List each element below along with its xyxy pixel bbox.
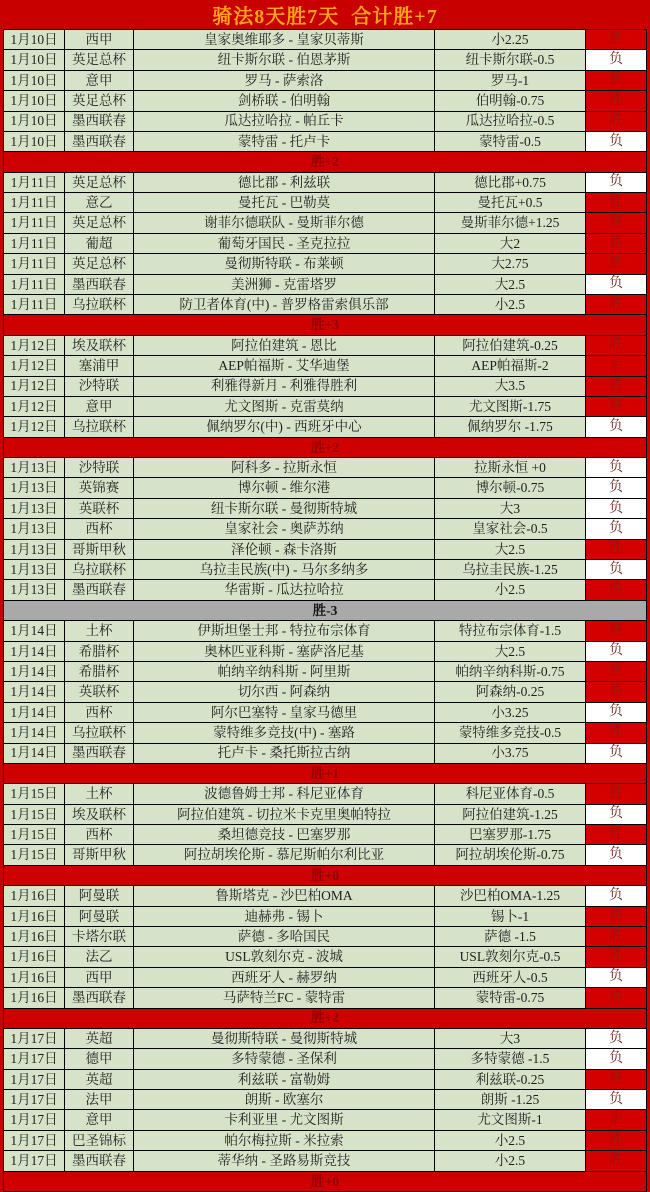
match-cell: 利兹联 - 富勒姆 [134, 1070, 434, 1089]
date-cell: 1月13日 [4, 499, 64, 518]
result-cell: 胜 [586, 927, 646, 946]
result-cell: 胜 [586, 947, 646, 966]
league-cell: 法乙 [65, 947, 133, 966]
match-cell: 谢菲尔德联队 - 曼斯菲尔德 [134, 213, 434, 232]
date-cell: 1月10日 [4, 50, 64, 69]
date-cell: 1月14日 [4, 662, 64, 681]
result-cell: 胜 [586, 662, 646, 681]
result-cell: 负 [586, 458, 646, 477]
handicap-cell: 阿森纳-0.25 [435, 682, 585, 701]
page-title: 骑法8天胜7天 合计胜+7 [0, 0, 650, 29]
handicap-cell: 德比郡+0.75 [435, 173, 585, 192]
date-cell: 1月12日 [4, 397, 64, 416]
result-cell: 胜 [586, 112, 646, 131]
date-cell: 1月17日 [4, 1090, 64, 1109]
result-cell: 负 [586, 560, 646, 579]
league-cell: 阿曼联 [65, 907, 133, 926]
match-cell: 托卢卡 - 桑托斯拉古纳 [134, 744, 434, 763]
league-cell: 希腊杯 [65, 662, 133, 681]
match-cell: 曼彻斯特联 - 曼彻斯特城 [134, 1029, 434, 1048]
handicap-cell: 阿拉伯建筑-1.25 [435, 805, 585, 824]
daily-summary-row: 胜+3 [4, 315, 646, 334]
daily-summary-row: 胜+2 [4, 438, 646, 457]
handicap-cell: 瓜达拉哈拉-0.5 [435, 112, 585, 131]
date-cell: 1月16日 [4, 947, 64, 966]
handicap-cell: 大2.75 [435, 254, 585, 273]
date-cell: 1月16日 [4, 968, 64, 987]
date-cell: 1月11日 [4, 275, 64, 294]
match-cell: 葡萄牙国民 - 圣克拉拉 [134, 234, 434, 253]
handicap-cell: 大3.5 [435, 377, 585, 396]
match-cell: 防卫者体育(中) - 普罗格雷索俱乐部 [134, 295, 434, 314]
handicap-cell: AEP帕福斯-2 [435, 356, 585, 375]
handicap-cell: 纽卡斯尔联-0.5 [435, 50, 585, 69]
league-cell: 英联杯 [65, 499, 133, 518]
handicap-cell: 朗斯 -1.25 [435, 1090, 585, 1109]
handicap-cell: 小3.25 [435, 703, 585, 722]
handicap-cell: 尤文图斯-1 [435, 1110, 585, 1129]
match-cell: 帕尔梅拉斯 - 米拉索 [134, 1131, 434, 1150]
result-cell: 胜 [586, 377, 646, 396]
league-cell: 乌拉联杯 [65, 723, 133, 742]
date-cell: 1月10日 [4, 91, 64, 110]
match-cell: 华雷斯 - 瓜达拉哈拉 [134, 580, 434, 599]
league-cell: 西杯 [65, 703, 133, 722]
league-cell: 埃及联杯 [65, 805, 133, 824]
result-cell: 走 [586, 1110, 646, 1129]
handicap-cell: 皇家社会-0.5 [435, 519, 585, 538]
date-cell: 1月12日 [4, 417, 64, 436]
handicap-cell: 帕纳辛纳科斯-0.75 [435, 662, 585, 681]
result-cell: 负 [586, 132, 646, 151]
result-cell: 胜 [586, 723, 646, 742]
handicap-cell: 阿拉伯建筑-0.25 [435, 336, 585, 355]
match-cell: 伊斯坦堡士邦 - 特拉布宗体育 [134, 621, 434, 640]
result-cell: 胜 [586, 193, 646, 212]
league-cell: 墨西联春 [65, 112, 133, 131]
date-cell: 1月13日 [4, 458, 64, 477]
league-cell: 巴圣锦标 [65, 1131, 133, 1150]
date-cell: 1月11日 [4, 213, 64, 232]
match-cell: 阿拉伯建筑 - 切拉米卡克里奥帕特拉 [134, 805, 434, 824]
match-cell: 博尔顿 - 维尔港 [134, 478, 434, 497]
handicap-cell: 伯明翰-0.75 [435, 91, 585, 110]
date-cell: 1月14日 [4, 723, 64, 742]
handicap-cell: 特拉布宗体育-1.5 [435, 621, 585, 640]
handicap-cell: 小3.75 [435, 744, 585, 763]
result-cell: 胜 [586, 336, 646, 355]
handicap-cell: 蒙特维多竞技-0.5 [435, 723, 585, 742]
date-cell: 1月11日 [4, 295, 64, 314]
league-cell: 墨西联春 [65, 1151, 133, 1170]
handicap-cell: 博尔顿-0.75 [435, 478, 585, 497]
league-cell: 土杯 [65, 784, 133, 803]
match-cell: 卡利亚里 - 尤文图斯 [134, 1110, 434, 1129]
match-cell: 西班牙人 - 赫罗纳 [134, 968, 434, 987]
match-cell: 德比郡 - 利兹联 [134, 173, 434, 192]
date-cell: 1月17日 [4, 1070, 64, 1089]
date-cell: 1月13日 [4, 519, 64, 538]
match-cell: 蒙特维多竞技(中) - 塞路 [134, 723, 434, 742]
date-cell: 1月14日 [4, 703, 64, 722]
date-cell: 1月14日 [4, 682, 64, 701]
result-cell: 胜 [586, 71, 646, 90]
result-cell: 负 [586, 478, 646, 497]
result-cell: 负 [586, 1090, 646, 1109]
match-cell: AEP帕福斯 - 艾华迪堡 [134, 356, 434, 375]
handicap-cell: 沙巴柏OMA-1.25 [435, 886, 585, 905]
league-cell: 意甲 [65, 1110, 133, 1129]
result-cell: 胜 [586, 540, 646, 559]
match-cell: 瓜达拉哈拉 - 帕丘卡 [134, 112, 434, 131]
match-cell: 切尔西 - 阿森纳 [134, 682, 434, 701]
result-cell: 负 [586, 275, 646, 294]
handicap-cell: 大2.5 [435, 275, 585, 294]
league-cell: 沙特联 [65, 377, 133, 396]
handicap-cell: 尤文图斯-1.75 [435, 397, 585, 416]
league-cell: 墨西联春 [65, 988, 133, 1007]
match-cell: 皇家奥维耶多 - 皇家贝蒂斯 [134, 30, 434, 49]
result-cell: 胜 [586, 1131, 646, 1150]
match-cell: 罗马 - 萨索洛 [134, 71, 434, 90]
match-cell: 蒂华纳 - 圣路易斯竞技 [134, 1151, 434, 1170]
date-cell: 1月14日 [4, 621, 64, 640]
handicap-cell: 小2.5 [435, 1151, 585, 1170]
match-cell: 利雅得新月 - 利雅得胜利 [134, 377, 434, 396]
result-cell: 负 [586, 642, 646, 661]
league-cell: 乌拉联杯 [65, 295, 133, 314]
date-cell: 1月12日 [4, 356, 64, 375]
date-cell: 1月13日 [4, 478, 64, 497]
match-cell: USL敦刻尔克 - 波城 [134, 947, 434, 966]
match-cell: 曼彻斯特联 - 布莱顿 [134, 254, 434, 273]
league-cell: 希腊杯 [65, 642, 133, 661]
result-cell: 负 [586, 173, 646, 192]
match-cell: 尤文图斯 - 克雷莫纳 [134, 397, 434, 416]
date-cell: 1月12日 [4, 336, 64, 355]
date-cell: 1月14日 [4, 642, 64, 661]
match-cell: 迪赫弗 - 锡卜 [134, 907, 434, 926]
date-cell: 1月15日 [4, 825, 64, 844]
handicap-cell: 蒙特雷-0.75 [435, 988, 585, 1007]
handicap-cell: 乌拉圭民族-1.25 [435, 560, 585, 579]
result-cell: 胜 [586, 1151, 646, 1170]
league-cell: 墨西联春 [65, 580, 133, 599]
handicap-cell: 大2.5 [435, 642, 585, 661]
date-cell: 1月11日 [4, 173, 64, 192]
handicap-cell: 佩纳罗尔 -1.75 [435, 417, 585, 436]
handicap-cell: 西班牙人-0.5 [435, 968, 585, 987]
match-cell: 曼托瓦 - 巴勒莫 [134, 193, 434, 212]
date-cell: 1月11日 [4, 254, 64, 273]
match-cell: 阿尔巴塞特 - 皇家马德里 [134, 703, 434, 722]
handicap-cell: 蒙特雷-0.5 [435, 132, 585, 151]
result-cell: 胜 [586, 825, 646, 844]
date-cell: 1月16日 [4, 886, 64, 905]
match-cell: 马萨特兰FC - 蒙特雷 [134, 988, 434, 1007]
date-cell: 1月11日 [4, 193, 64, 212]
match-cell: 阿拉伯建筑 - 恩比 [134, 336, 434, 355]
league-cell: 塞浦甲 [65, 356, 133, 375]
match-cell: 多特蒙德 - 圣保利 [134, 1049, 434, 1068]
league-cell: 西甲 [65, 30, 133, 49]
match-cell: 萨德 - 多哈国民 [134, 927, 434, 946]
match-cell: 阿科多 - 拉斯永恒 [134, 458, 434, 477]
date-cell: 1月10日 [4, 132, 64, 151]
handicap-cell: 拉斯永恒 +0 [435, 458, 585, 477]
handicap-cell: 小2.5 [435, 295, 585, 314]
result-cell: 胜 [586, 295, 646, 314]
league-cell: 意甲 [65, 71, 133, 90]
date-cell: 1月10日 [4, 30, 64, 49]
handicap-cell: 曼托瓦+0.5 [435, 193, 585, 212]
date-cell: 1月17日 [4, 1131, 64, 1150]
date-cell: 1月16日 [4, 927, 64, 946]
league-cell: 乌拉联杯 [65, 560, 133, 579]
daily-summary-row: 胜+2 [4, 152, 646, 171]
result-cell: 负 [586, 499, 646, 518]
result-cell: 负 [586, 1029, 646, 1048]
league-cell: 埃及联杯 [65, 336, 133, 355]
result-cell: 胜 [586, 682, 646, 701]
result-cell: 胜 [586, 907, 646, 926]
league-cell: 土杯 [65, 621, 133, 640]
daily-summary-row: 胜+0 [4, 1172, 646, 1191]
daily-summary-row: 胜+2 [4, 1009, 646, 1028]
handicap-cell: 大3 [435, 1029, 585, 1048]
result-cell: 负 [586, 703, 646, 722]
result-cell: 负 [586, 1049, 646, 1068]
league-cell: 英足总杯 [65, 91, 133, 110]
league-cell: 哥斯甲秋 [65, 540, 133, 559]
result-cell: 负 [586, 886, 646, 905]
date-cell: 1月11日 [4, 234, 64, 253]
match-cell: 波德鲁姆士邦 - 科尼亚体育 [134, 784, 434, 803]
handicap-cell: 曼斯菲尔德+1.25 [435, 213, 585, 232]
result-cell: 负 [586, 968, 646, 987]
league-cell: 英足总杯 [65, 254, 133, 273]
date-cell: 1月13日 [4, 560, 64, 579]
date-cell: 1月16日 [4, 988, 64, 1007]
date-cell: 1月13日 [4, 580, 64, 599]
daily-summary-row: 胜+0 [4, 866, 646, 885]
handicap-cell: 大3 [435, 499, 585, 518]
league-cell: 卡塔尔联 [65, 927, 133, 946]
league-cell: 英足总杯 [65, 173, 133, 192]
match-cell: 乌拉圭民族(中) - 马尔多纳多 [134, 560, 434, 579]
result-cell: 胜 [586, 784, 646, 803]
match-cell: 泽伦顿 - 森卡洛斯 [134, 540, 434, 559]
handicap-cell: 多特蒙德 -1.5 [435, 1049, 585, 1068]
league-cell: 西杯 [65, 519, 133, 538]
league-cell: 哥斯甲秋 [65, 845, 133, 864]
handicap-cell: 萨德 -1.5 [435, 927, 585, 946]
result-cell: 负 [586, 805, 646, 824]
result-cell: 胜 [586, 234, 646, 253]
match-cell: 皇家社会 - 奥萨苏纳 [134, 519, 434, 538]
result-cell: 负 [586, 744, 646, 763]
daily-summary-row: 胜-3 [4, 601, 646, 620]
match-cell: 美洲狮 - 克雷塔罗 [134, 275, 434, 294]
date-cell: 1月12日 [4, 377, 64, 396]
date-cell: 1月15日 [4, 784, 64, 803]
handicap-cell: USL敦刻尔克-0.5 [435, 947, 585, 966]
date-cell: 1月17日 [4, 1151, 64, 1170]
match-cell: 帕纳辛纳科斯 - 阿里斯 [134, 662, 434, 681]
date-cell: 1月10日 [4, 71, 64, 90]
result-cell: 负 [586, 519, 646, 538]
date-cell: 1月17日 [4, 1029, 64, 1048]
date-cell: 1月13日 [4, 540, 64, 559]
handicap-cell: 小2.5 [435, 1131, 585, 1150]
league-cell: 英超 [65, 1029, 133, 1048]
league-cell: 意乙 [65, 193, 133, 212]
handicap-cell: 阿拉胡埃伦斯-0.75 [435, 845, 585, 864]
league-cell: 沙特联 [65, 458, 133, 477]
match-cell: 朗斯 - 欧塞尔 [134, 1090, 434, 1109]
handicap-cell: 大2 [435, 234, 585, 253]
match-cell: 桑坦德竞技 - 巴塞罗那 [134, 825, 434, 844]
result-cell: 走 [586, 356, 646, 375]
league-cell: 葡超 [65, 234, 133, 253]
league-cell: 英超 [65, 1070, 133, 1089]
handicap-cell: 小2.25 [435, 30, 585, 49]
league-cell: 英足总杯 [65, 213, 133, 232]
league-cell: 西杯 [65, 825, 133, 844]
league-cell: 意甲 [65, 397, 133, 416]
league-cell: 法甲 [65, 1090, 133, 1109]
match-cell: 阿拉胡埃伦斯 - 慕尼斯帕尔利比亚 [134, 845, 434, 864]
league-cell: 西甲 [65, 968, 133, 987]
handicap-cell: 利兹联-0.25 [435, 1070, 585, 1089]
league-cell: 墨西联春 [65, 275, 133, 294]
league-cell: 墨西联春 [65, 744, 133, 763]
handicap-cell: 小2.5 [435, 580, 585, 599]
match-cell: 奥林匹亚科斯 - 塞萨洛尼基 [134, 642, 434, 661]
league-cell: 英足总杯 [65, 50, 133, 69]
date-cell: 1月10日 [4, 112, 64, 131]
match-cell: 纽卡斯尔联 - 伯恩茅斯 [134, 50, 434, 69]
daily-summary-row: 胜+1 [4, 764, 646, 783]
match-cell: 鲁斯塔克 - 沙巴柏OMA [134, 886, 434, 905]
handicap-cell: 锡卜-1 [435, 907, 585, 926]
league-cell: 阿曼联 [65, 886, 133, 905]
result-cell: 胜 [586, 254, 646, 273]
result-cell: 胜 [586, 91, 646, 110]
league-cell: 墨西联春 [65, 132, 133, 151]
result-cell: 负 [586, 845, 646, 864]
match-cell: 纽卡斯尔联 - 曼彻斯特城 [134, 499, 434, 518]
result-cell: 胜 [586, 580, 646, 599]
result-cell: 负 [586, 50, 646, 69]
date-cell: 1月15日 [4, 845, 64, 864]
league-cell: 英联杯 [65, 682, 133, 701]
match-cell: 佩纳罗尔(中) - 西班牙中心 [134, 417, 434, 436]
match-cell: 蒙特雷 - 托卢卡 [134, 132, 434, 151]
date-cell: 1月15日 [4, 805, 64, 824]
handicap-cell: 科尼亚体育-0.5 [435, 784, 585, 803]
result-cell: 胜 [586, 397, 646, 416]
result-cell: 胜 [586, 30, 646, 49]
handicap-cell: 巴塞罗那-1.75 [435, 825, 585, 844]
result-cell: 胜 [586, 213, 646, 232]
handicap-cell: 罗马-1 [435, 71, 585, 90]
date-cell: 1月17日 [4, 1049, 64, 1068]
league-cell: 乌拉联杯 [65, 417, 133, 436]
date-cell: 1月16日 [4, 907, 64, 926]
result-cell: 负 [586, 417, 646, 436]
handicap-cell: 大2.5 [435, 540, 585, 559]
result-cell: 胜 [586, 621, 646, 640]
result-cell: 胜 [586, 988, 646, 1007]
results-table [3, 29, 647, 1192]
date-cell: 1月14日 [4, 744, 64, 763]
result-cell: 胜 [586, 1070, 646, 1089]
league-cell: 英锦赛 [65, 478, 133, 497]
league-cell: 德甲 [65, 1049, 133, 1068]
match-cell: 剑桥联 - 伯明翰 [134, 91, 434, 110]
date-cell: 1月17日 [4, 1110, 64, 1129]
